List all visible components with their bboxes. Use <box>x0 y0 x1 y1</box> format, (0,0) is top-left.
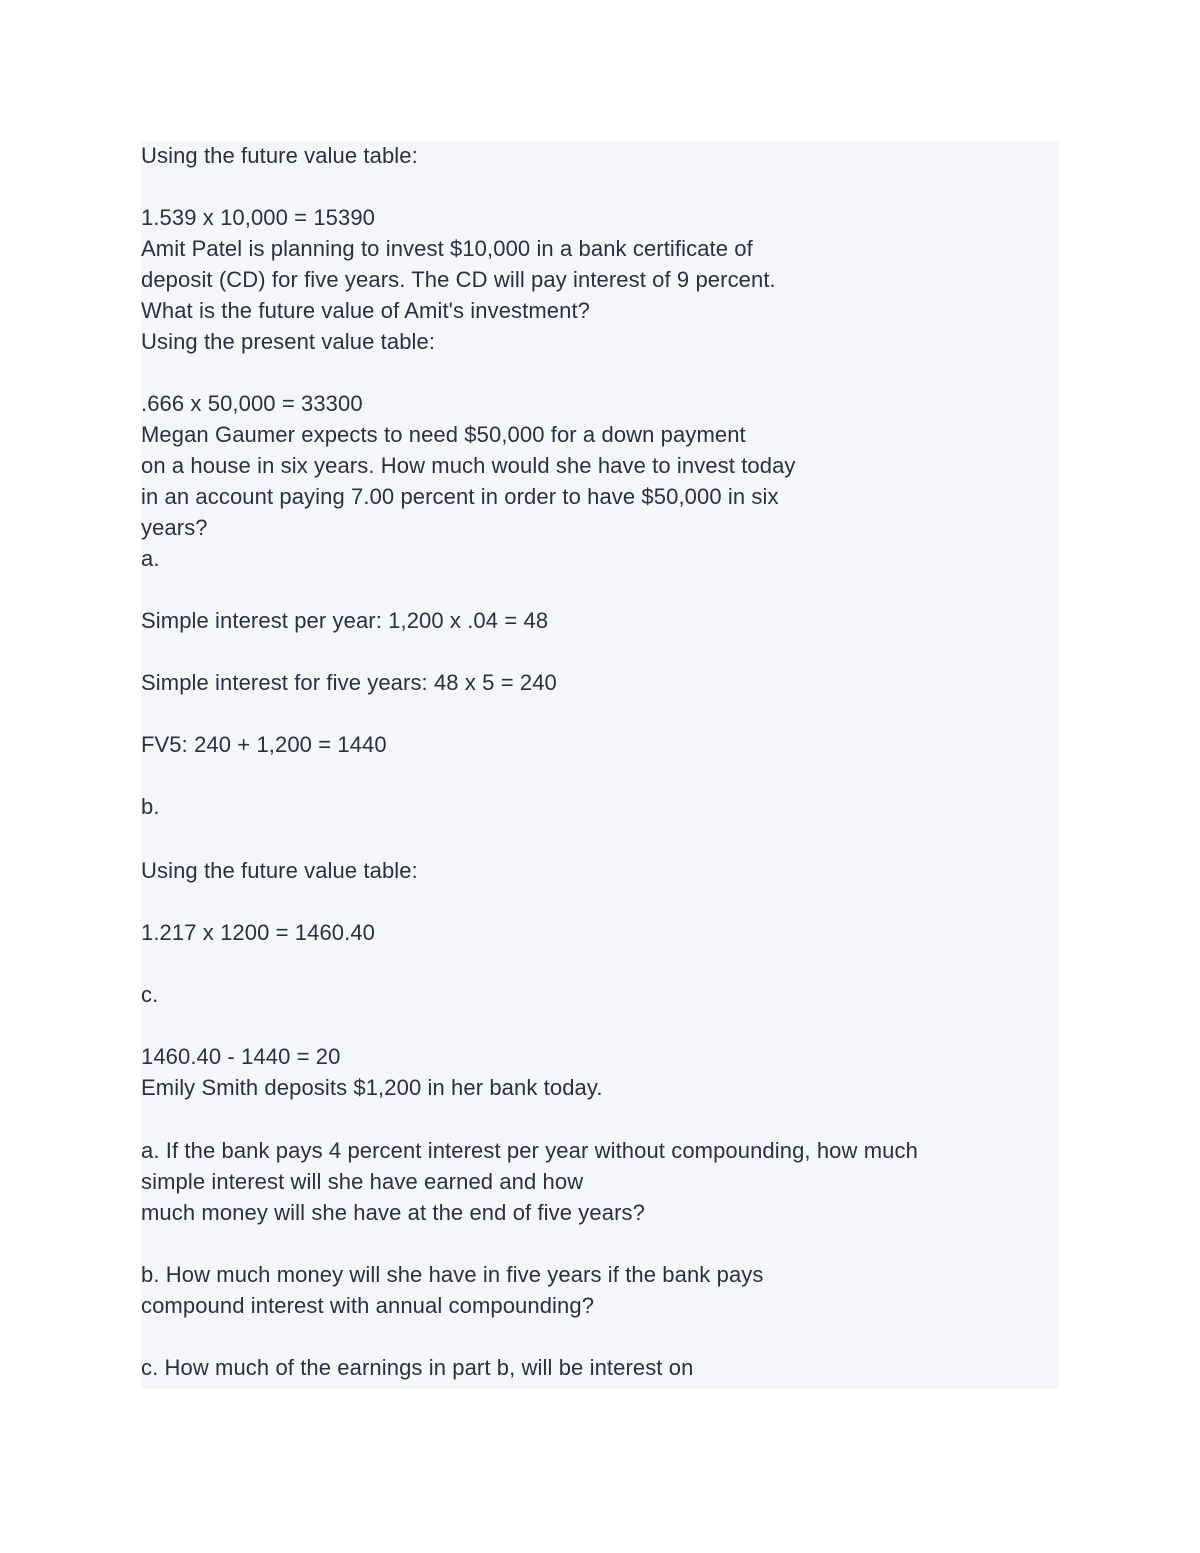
text-line: deposit (CD) for five years. The CD will pay interest of 9 percent. <box>141 267 776 292</box>
text-line: Using the future value table: <box>141 858 418 883</box>
text-line: c. <box>141 982 159 1007</box>
text-line: What is the future value of Amit's investment? <box>141 298 591 323</box>
text-line: c. How much of the earnings in part b, will be interest on <box>141 1355 694 1380</box>
text-line: on a house in six years. How much would she have to invest today <box>141 453 796 478</box>
text-line: .666 x 50,000 = 33300 <box>141 391 363 416</box>
text-line: in an account paying 7.00 percent in order to have $50,000 in six <box>141 484 779 509</box>
text-line: much money will she have at the end of five years? <box>141 1200 645 1225</box>
text-line: b. <box>141 794 160 819</box>
text-line: compound interest with annual compounding? <box>141 1293 595 1318</box>
text-line: 1460.40 - 1440 = 20 <box>141 1044 341 1069</box>
text-line: a. If the bank pays 4 percent interest per year without compounding, how much <box>141 1138 918 1163</box>
text-line: simple interest will she have earned and how <box>141 1169 584 1194</box>
text-line: FV5: 240 + 1,200 = 1440 <box>141 732 387 757</box>
text-line: a. <box>141 546 160 571</box>
text-line: years? <box>141 515 208 540</box>
text-line: Using the present value table: <box>141 329 436 354</box>
text-line: Amit Patel is planning to invest $10,000 in a bank certificate of <box>141 236 753 261</box>
text-line: Simple interest per year: 1,200 x .04 = 48 <box>141 608 549 633</box>
text-line: Megan Gaumer expects to need $50,000 for a down payment <box>141 422 746 447</box>
text-line: Simple interest for five years: 48 x 5 = 240 <box>141 670 557 695</box>
text-line: b. How much money will she have in five years if the bank pays <box>141 1262 764 1287</box>
text-line: 1.539 x 10,000 = 15390 <box>141 205 376 230</box>
text-line: Emily Smith deposits $1,200 in her bank today. <box>141 1075 603 1100</box>
text-line: Using the future value table: <box>141 143 418 168</box>
text-line: 1.217 x 1200 = 1460.40 <box>141 920 376 945</box>
